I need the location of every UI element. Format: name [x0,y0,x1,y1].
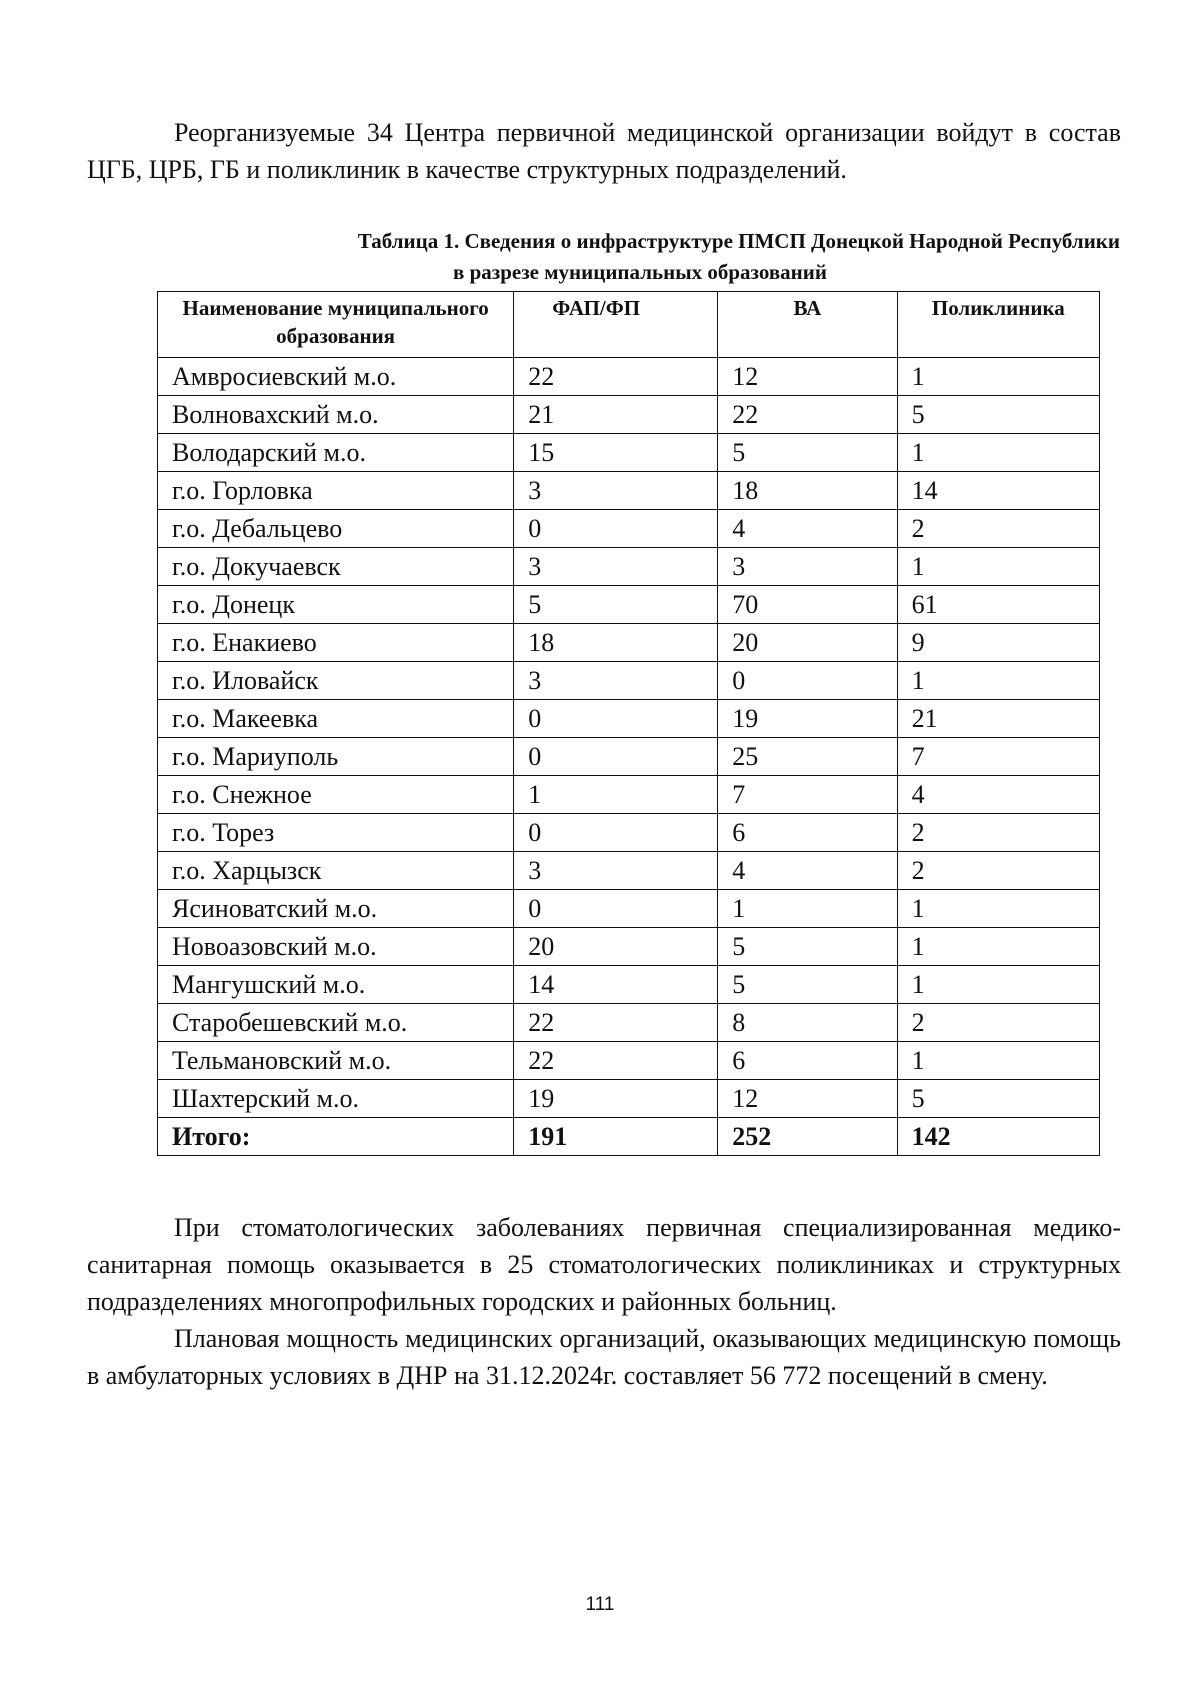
table-row [158,662,1100,700]
cell-fap: 0 [514,700,718,738]
cell-fap: 14 [514,966,718,1004]
cell-polyclinic: 4 [897,776,1099,814]
cell-polyclinic: 1 [897,1042,1099,1080]
total-cell-va: 252 [718,1118,897,1156]
cell-polyclinic: 5 [897,396,1099,434]
cell-municipality: Новоазовский м.о. [158,928,514,966]
cell-va: 70 [718,586,897,624]
cell-polyclinic: 61 [897,586,1099,624]
cell-municipality: г.о. Горловка [158,472,514,510]
cell-va: 20 [718,624,897,662]
table-row [158,510,1100,548]
table-header-row [158,292,1100,358]
table-row [158,776,1100,814]
cell-polyclinic: 1 [897,966,1099,1004]
cell-fap: 18 [514,624,718,662]
total-cell-polyclinic: 142 [897,1118,1099,1156]
total-cell-municipality: Итого: [158,1118,514,1156]
cell-va: 18 [718,472,897,510]
cell-polyclinic: 1 [897,548,1099,586]
cell-fap: 22 [514,358,718,396]
table-row [158,434,1100,472]
cell-va: 6 [718,814,897,852]
cell-polyclinic: 1 [897,358,1099,396]
cell-va: 12 [718,358,897,396]
table-row [158,1042,1100,1080]
table-caption-line-1: Таблица 1. Сведения о инфраструктуре ПМСП Донецкой Народной Республики [357,229,1120,253]
infrastructure-table [157,291,1100,1156]
cell-polyclinic: 2 [897,814,1099,852]
total-cell-fap: 191 [514,1118,718,1156]
cell-municipality: г.о. Иловайск [158,662,514,700]
cell-polyclinic: 1 [897,928,1099,966]
table-row [158,890,1100,928]
table-total-row [158,1118,1100,1156]
cell-municipality: Волновахский м.о. [158,396,514,434]
cell-va: 19 [718,700,897,738]
cell-va: 12 [718,1080,897,1118]
table-row [158,586,1100,624]
page-number: 111 [585,1594,615,1615]
header-fap: ФАП/ФП [514,292,718,358]
cell-polyclinic: 2 [897,1004,1099,1042]
cell-va: 7 [718,776,897,814]
cell-va: 4 [718,510,897,548]
table-row [158,624,1100,662]
cell-fap: 19 [514,1080,718,1118]
cell-fap: 0 [514,738,718,776]
cell-municipality: г.о. Енакиево [158,624,514,662]
cell-va: 3 [718,548,897,586]
table-row [158,1004,1100,1042]
cell-va: 5 [718,928,897,966]
capacity-paragraph: Плановая мощность медицинских организаций, оказывающих медицинскую помощь в амбулаторных условиях в ДНР на 31.12.2024г. составляет 56 772 посещений в смену. [87,1324,1121,1390]
table-row [158,966,1100,1004]
cell-fap: 0 [514,814,718,852]
cell-municipality: Тельмановский м.о. [158,1042,514,1080]
table-body [158,358,1100,1156]
table-row [158,814,1100,852]
table-row [158,852,1100,890]
cell-municipality: г.о. Снежное [158,776,514,814]
table-row [158,548,1100,586]
cell-municipality: г.о. Харцызск [158,852,514,890]
table-row [158,472,1100,510]
cell-fap: 3 [514,852,718,890]
cell-fap: 3 [514,472,718,510]
cell-va: 6 [718,1042,897,1080]
cell-municipality: Володарский м.о. [158,434,514,472]
cell-fap: 21 [514,396,718,434]
cell-municipality: Мангушский м.о. [158,966,514,1004]
cell-va: 22 [718,396,897,434]
cell-fap: 1 [514,776,718,814]
cell-fap: 3 [514,662,718,700]
cell-polyclinic: 1 [897,434,1099,472]
cell-fap: 0 [514,510,718,548]
table-caption [160,226,1120,288]
cell-fap: 15 [514,434,718,472]
cell-polyclinic: 1 [897,662,1099,700]
intro-paragraph: Реорганизуемые 34 Центра первичной медицинской организации войдут в состав ЦГБ, ЦРБ, ГБ и поликлиник в качестве структурных подразделений. [87,118,1121,184]
cell-va: 5 [718,434,897,472]
cell-municipality: г.о. Макеевка [158,700,514,738]
table-row [158,738,1100,776]
cell-va: 5 [718,966,897,1004]
cell-va: 4 [718,852,897,890]
cell-va: 25 [718,738,897,776]
table-row [158,358,1100,396]
cell-va: 8 [718,1004,897,1042]
table-caption-line-2: в разрезе муниципальных образований [453,260,827,284]
header-municipality: Наименование муниципального образования [158,292,514,358]
cell-fap: 22 [514,1004,718,1042]
cell-polyclinic: 21 [897,700,1099,738]
table-row [158,700,1100,738]
cell-polyclinic: 5 [897,1080,1099,1118]
cell-municipality: Ясиноватский м.о. [158,890,514,928]
cell-municipality: Шахтерский м.о. [158,1080,514,1118]
cell-municipality: г.о. Донецк [158,586,514,624]
cell-fap: 22 [514,1042,718,1080]
cell-municipality: г.о. Дебальцево [158,510,514,548]
cell-va: 0 [718,662,897,700]
cell-va: 1 [718,890,897,928]
cell-polyclinic: 2 [897,852,1099,890]
cell-fap: 3 [514,548,718,586]
cell-fap: 20 [514,928,718,966]
header-polyclinic: Поликлиника [897,292,1099,358]
cell-fap: 5 [514,586,718,624]
header-va: ВА [718,292,897,358]
cell-municipality: г.о. Докучаевск [158,548,514,586]
table-row [158,1080,1100,1118]
cell-municipality: Старобешевский м.о. [158,1004,514,1042]
cell-polyclinic: 7 [897,738,1099,776]
cell-polyclinic: 1 [897,890,1099,928]
cell-polyclinic: 9 [897,624,1099,662]
cell-municipality: Амвросиевский м.о. [158,358,514,396]
cell-polyclinic: 2 [897,510,1099,548]
cell-polyclinic: 14 [897,472,1099,510]
cell-municipality: г.о. Торез [158,814,514,852]
table-row [158,928,1100,966]
cell-municipality: г.о. Мариуполь [158,738,514,776]
cell-fap: 0 [514,890,718,928]
table-row [158,396,1100,434]
dental-paragraph: При стоматологических заболеваниях первичная специализированная медико-санитарная помощь оказывается в 25 стоматологических поликлиниках и структурных подразделениях многопрофильных городских и районных больниц. [87,1213,1121,1316]
